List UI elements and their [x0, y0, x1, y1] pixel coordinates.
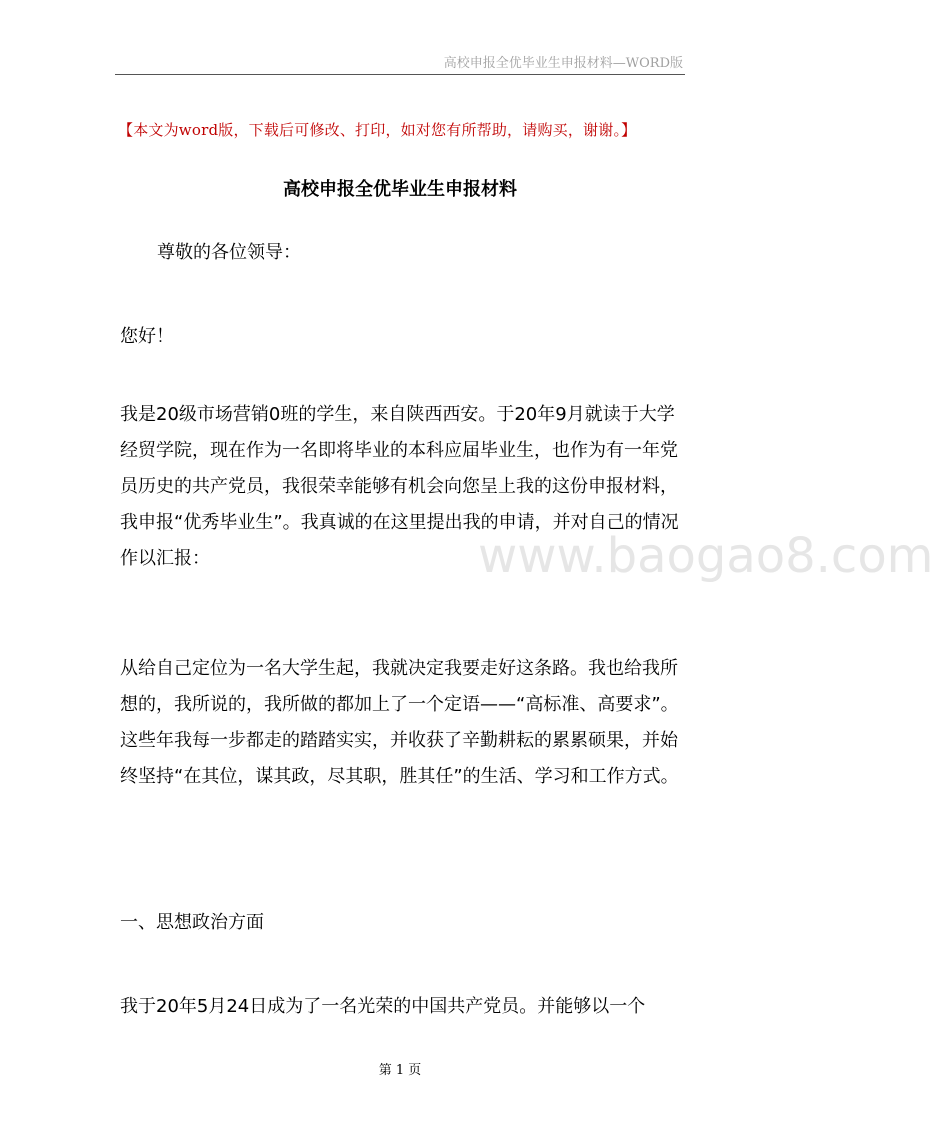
- body-paragraph-positioning: 从给自己定位为一名大学生起，我就决定我要走好这条路。我也给我所想的，我所说的，我所做的都加上了一个定语——“高标准、高要求”。这些年我每一步都走的踏踏实实，并收获了辛勤耕耘的累累硕果，并始终坚持“在其位，谋其政，尽其职，胜其任”的生活、学习和工作方式。: [120, 658, 679, 787]
- header-divider: [115, 74, 685, 75]
- page-number: 第 1 页: [378, 1063, 422, 1078]
- body-paragraph-politics: 我于20年5月24日成为了一名光荣的中国共产党员。并能够以一个: [120, 996, 646, 1017]
- salutation: 尊敬的各位领导：: [157, 242, 301, 263]
- download-notice: 【本文为word版，下载后可修改、打印，如对您有所帮助，请购买，谢谢。】: [118, 121, 637, 139]
- section-heading-politics: 一、思想政治方面: [120, 912, 264, 933]
- watermark: www.baogao8.com: [478, 528, 933, 584]
- body-paragraph-intro: 我是20级市场营销0班的学生，来自陕西西安。于20年9月就读于大学经贸学院，现在作为一名即将毕业的本科应届毕业生，也作为有一年党员历史的共产党员，我很荣幸能够有机会向您呈上我的这份申报材料，我申报“优秀毕业生”。我真诚的在这里提出我的申请，并对自己的情况作以汇报：: [120, 404, 679, 569]
- document-title: 高校申报全优毕业生申报材料: [283, 179, 517, 200]
- running-header: 高校申报全优毕业生申报材料—WORD版: [443, 56, 683, 71]
- greeting: 您好！: [120, 326, 174, 347]
